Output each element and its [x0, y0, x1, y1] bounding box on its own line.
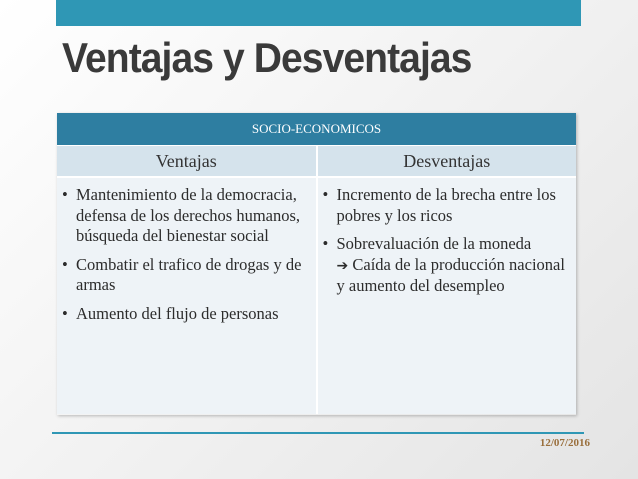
- ventajas-cell: [57, 176, 316, 414]
- table-header: SOCIO-ECONOMICOS: [57, 113, 576, 145]
- column-header-row: [57, 145, 576, 176]
- top-accent-bar: [56, 0, 581, 26]
- list-item: [323, 234, 571, 297]
- slide-title: Ventajas y Desventajas: [62, 34, 472, 81]
- slide-date: 12/07/2016: [539, 437, 590, 449]
- column-header-ventajas: Ventajas: [57, 145, 316, 176]
- list-item: • Aumento del flujo de personas: [62, 304, 310, 325]
- list-item: • Incremento de la brecha entre los pobres y los ricos: [323, 185, 571, 226]
- desventajas-cell: [316, 176, 577, 414]
- desventajas-list: [323, 185, 571, 297]
- list-item: • Mantenimiento de la democracia, defensa de los derechos humanos, búsqueda del bienestar social: [62, 185, 310, 247]
- column-header-desventajas: Desventajas: [316, 145, 577, 176]
- list-item-text: Caída de la producción nacional y aumento del desempleo: [336, 254, 565, 295]
- table-body-row: [57, 176, 576, 414]
- right-arrow-icon: ➔: [336, 257, 349, 274]
- footer-divider: [52, 432, 584, 434]
- ventajas-list: [62, 185, 310, 324]
- list-item-text: Sobrevaluación de la moneda: [336, 234, 532, 253]
- comparison-table: [57, 113, 576, 415]
- list-item: • Combatir el trafico de drogas y de armas: [62, 255, 310, 296]
